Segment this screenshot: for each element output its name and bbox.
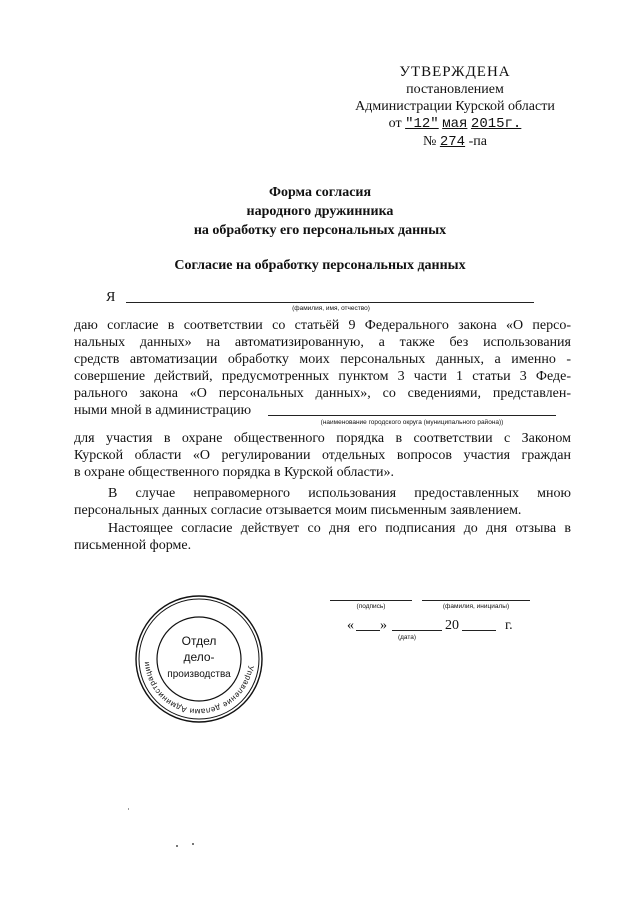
form-title-line-2: народного дружинника (246, 204, 394, 219)
text-line: письменной форме. (74, 538, 192, 553)
office-stamp (133, 593, 265, 725)
approval-date-year: 2015г. (470, 116, 522, 132)
paragraph-1-continued (74, 430, 571, 481)
approval-number-suffix: -па (468, 134, 487, 149)
date-month-field[interactable] (392, 630, 442, 631)
approval-number-value: 274 (439, 134, 466, 150)
caption-fio: (фамилия, имя, отчество) (292, 305, 370, 312)
approval-block (330, 64, 580, 151)
approval-line-2: Администрации Курской области (355, 99, 555, 114)
text-line: ными мной в администрацию (74, 403, 252, 418)
stamp-center-line-2: дело- (183, 650, 215, 664)
approval-date-month: мая (442, 116, 468, 132)
scan-speck (176, 845, 178, 847)
stamp-ring-text: Управление делами Администрации (142, 660, 256, 717)
text-line: для участия в охране общественного порядка в соответствии с Законом (74, 431, 571, 446)
date-year-field[interactable] (462, 630, 496, 631)
form-title-line-3: на обработку его персональных данных (193, 223, 447, 238)
text-line: Курской области «О регулировании отдельных вопросов участия граждан (74, 448, 571, 463)
name-field[interactable] (422, 600, 530, 601)
approval-title: УТВЕРЖДЕНА (399, 64, 511, 80)
approval-date (330, 115, 580, 133)
date-year-suffix: г. (505, 618, 513, 633)
caption-admin: (наименование городского округа (муниципального района)) (320, 419, 504, 426)
paragraph-3 (74, 520, 571, 554)
text-line: совершение действий, предусмотренных пунктом 3 части 1 статьи 3 Феде- (74, 369, 571, 384)
consent-title: Согласие на обработку персональных данных (174, 258, 466, 273)
approval-date-prefix: от (388, 116, 402, 131)
approval-line-1: постановлением (406, 82, 504, 97)
text-line: нальных данных» на автоматизированную, а также без использования (74, 335, 571, 350)
text-line: даю согласие в соответствии со статьёй 9 Федерального закона «О перcо- (74, 318, 571, 333)
ya-label: Я (106, 290, 116, 305)
approval-number (330, 133, 580, 151)
date-close-quote: » (380, 618, 387, 633)
text-line: персональных данных согласие отзывается моим письменным заявлением. (74, 503, 522, 518)
paragraph-1 (74, 317, 571, 419)
stamp-center-line-3: производства (167, 669, 231, 680)
stamp-seal (133, 593, 265, 725)
text-line: Настоящее согласие действует со дня его подписания до дня отзыва в (108, 521, 571, 536)
caption-date: (дата) (397, 634, 417, 641)
form-title-line-1: Форма согласия (268, 185, 372, 200)
date-open-quote: « (347, 618, 354, 633)
paragraph-2 (74, 485, 571, 519)
date-day-field[interactable] (356, 630, 380, 631)
form-title (0, 183, 640, 240)
approval-number-prefix: № (423, 134, 437, 149)
fio-field[interactable] (126, 302, 534, 303)
caption-name: (фамилия, инициалы) (442, 603, 510, 610)
date-year-prefix: 20 (445, 618, 459, 633)
caption-sign: (подпись) (356, 603, 386, 610)
signature-field[interactable] (330, 600, 412, 601)
scan-speck (192, 843, 194, 845)
admin-field[interactable] (268, 415, 556, 416)
text-line: рального закона «О персональных данных», со сведениями, представлен- (74, 386, 571, 401)
text-line: средств автоматизации обработку моих персональных данных, а именно - (74, 352, 571, 367)
text-line: В случае неправомерного использования предоставленных мною (108, 486, 571, 501)
scan-speck (128, 808, 129, 810)
text-line: в охране общественного порядка в Курской области». (74, 465, 394, 480)
approval-date-day: "12" (405, 116, 439, 132)
stamp-center-line-1: Отдел (181, 634, 217, 648)
